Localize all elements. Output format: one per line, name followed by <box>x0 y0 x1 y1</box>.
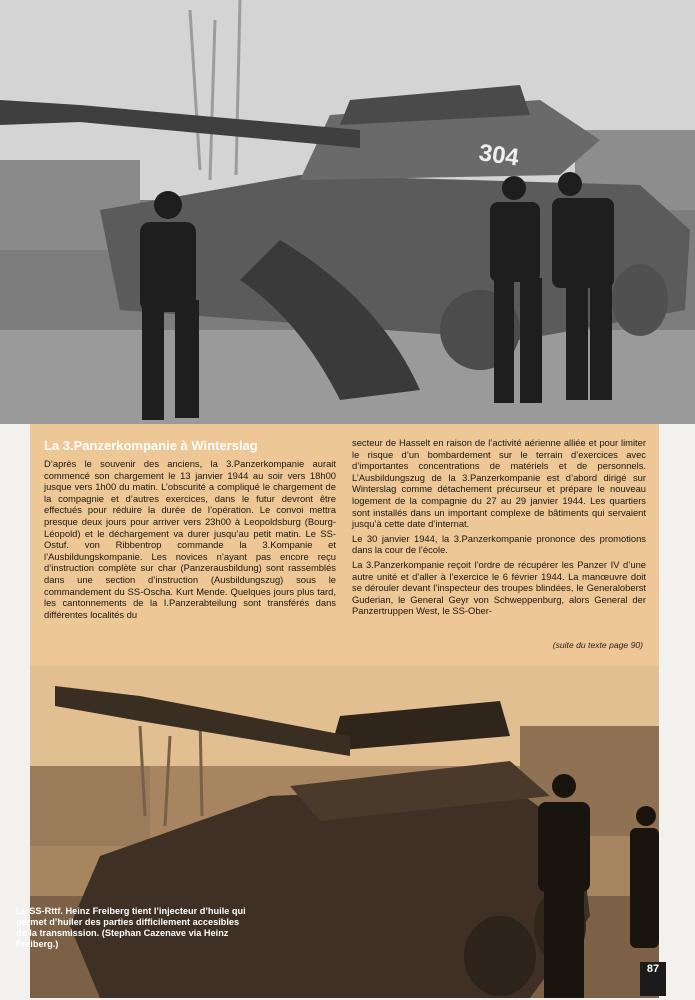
right-paragraph-3: La 3.Panzerkompanie reçoit l’ordre de récupérer les Panzer IV d’une autre unité et d’aller à l’exercice le 6 février 1944. La manœuvre doit se dérouler devant l’inspecteur des troupes blindées, le Generaloberst Guderian, le General Geyr von Schweppenburg, alors General der Panzertruppen West, le SS-Ober- <box>352 558 646 617</box>
top-photo-panther-tank <box>0 0 695 424</box>
page-number <box>640 962 666 996</box>
right-paragraph-1: secteur de Hasselt en raison de l’activité aérienne alliée et pour limiter le risque d’un bombardement sur le terrain d’exercices avec d’importantes concentrations de matériels et de personnels. L’Ausbildungszug de la 3.Panzerkompanie est d’abord dirigé sur Winterslag comme détachement précurseur et prépare le nouveau logement de la compagnie du 27 au 29 janvier 1944. Les quartiers sont installés dans un important complexe de bâtiments qui servaient jusqu’à cette date d’internat. <box>352 437 646 530</box>
article-title: La 3.Panzerkompanie à Winterslag <box>44 438 258 453</box>
article-column-right <box>352 437 646 620</box>
left-paragraph-1: D’après le souvenir des anciens, la 3.Panzerkompanie aurait commencé son chargement le 13 janvier 1944 au soir vers 18h00 jusque vers 1h00 du matin. L’obscurité a compliqué le chargement de la compagnie et d’autres exercices, dans le futur devront être effectués pour réduire la durée de l’opération. Le convoi mettra presque deux jours pour arriver vers 23h00 à Leopoldsburg (Bourg-Léopold) et le déchargement va durer jusqu’au petit matin. Le SS-Ostuf. von Ribbentrop commande la 3.Kompanie et l’Ausbildungskompanie. Les novices n’ayant pas encore reçu d’instruction complète sur char (Panzerausbildung) sont rassemblés dans une section d’instruction (Ausbildungszug) sous le commandement du SS-Oscha. Kurt Mende. Quelques jours plus tard, les cantonnements de la I.Panzerabteilung sont transférés dans différentes localités du <box>44 458 336 620</box>
page-number-text: 87 <box>646 963 660 975</box>
right-paragraph-2: Le 30 janvier 1944, la 3.Panzerkompanie prononce des promotions dans la cour de l’école. <box>352 532 646 556</box>
article-column-left <box>44 458 336 623</box>
photo-caption: Le SS-Rttf. Heinz Freiberg tient l’injecteur d’huile qui permet d’huiler des parties difficilement accesibles de la transmission. (Stephan Cazenave via Heinz Freiberg.) <box>16 906 246 949</box>
continued-note: (suite du texte page 90) <box>552 640 643 650</box>
turret-number: 304 <box>477 139 521 172</box>
